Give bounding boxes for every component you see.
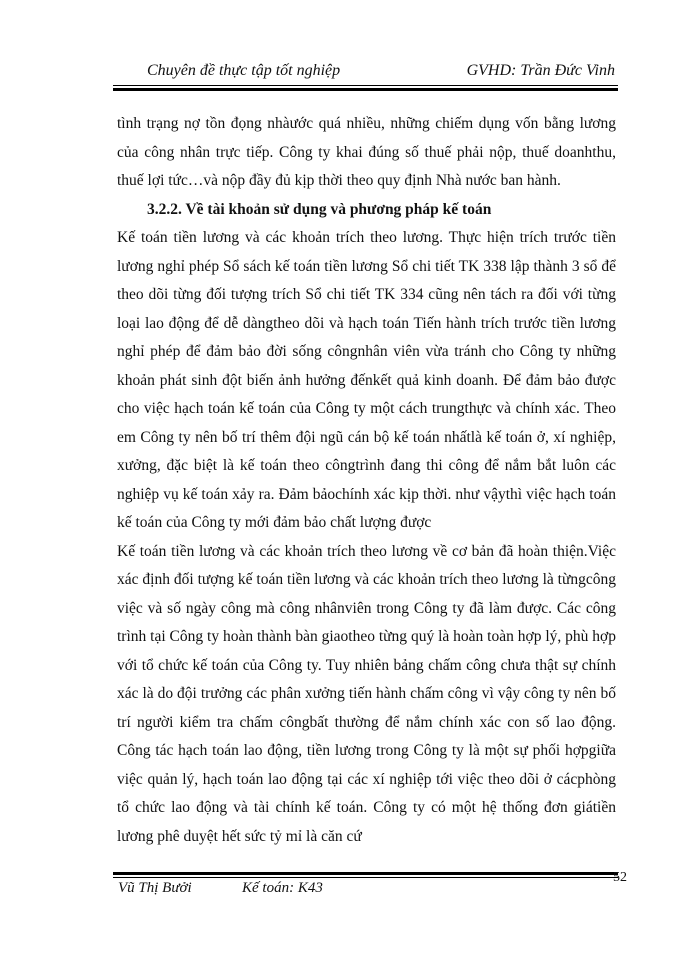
page-number: 52 [613,870,627,885]
body-paragraph-2: Kế toán tiền lương và các khoản trích theo lương. Thực hiện trích trước tiền lương nghỉ phép Sổ sách kế toán tiền lương Sổ chi tiết TK 338 lập thành 3 sổ để theo dõi từng đối tượng trích Sổ chi tiết TK 334 cũng nên tách ra đối với từng loại lao động để dễ dàngtheo dõi và hạch toán Tiến hành trích trước tiền lương nghỉ phép để đảm bảo đời sống côngnhân viên vừa tránh cho Công ty những khoản phát sinh đột biến ảnh hưởng đếnkết quả kinh doanh. Để đảm bảo được cho việc hạch toán kế toán của Công ty một cách trungthực và chính xác. Theo em Công ty nên bố trí thêm đội ngũ cán bộ kế toán nhấtlà kế toán ở, xí nghiệp, xưởng, đặc biệt là kế toán theo côngtrình đang thi công để nắm bắt luôn các nghiệp vụ kế toán xảy ra. Đảm bảochính xác kịp thời. như vậythì việc hạch toán kế toán của Công ty mới đảm bảo chất lượng được [117,229,616,531]
body-paragraph-3: Kế toán tiền lương và các khoản trích theo lương về cơ bản đã hoàn thiện.Việc xác định đối tượng kế toán tiền lương và các khoản trích theo lương là từngcông việc và số ngày công mà công nhânviên trong Công ty đã làm được. Các công trình tại Công ty hoàn thành bàn giaotheo từng quý là hoàn toàn hợp lý, phù hợp với tổ chức kế toán của Công ty. Tuy nhiên bảng chấm công chưa thật sự chính xác là do đội trưởng các phân xưởng tiến hành chấm công vì vậy công ty nên bố trí người kiểm tra chấm côngbất thường để nắm chính xác con số lao động. Công tác hạch toán lao động, tiền lương trong Công ty là một sự phối hợpgiữa việc quản lý, hạch toán lao động tại các xí nghiệp tới việc theo dõi ở cácphòng tổ chức lao động và tài chính kế toán. Công ty có một hệ thống đơn giátiền lương phê duyệt hết sức tỷ mỉ là căn cứ [117,542,616,845]
footer-author: Vũ Thị Bưởi [118,880,192,896]
page-footer [118,880,618,902]
header-title: Chuyên đề thực tập tốt nghiệp [147,62,341,79]
page-body [117,110,616,851]
header-advisor: GVHD: Trần Đức Vinh [466,62,615,79]
footer-department: Kế toán: K43 [242,880,323,896]
footer-rule-thick [113,872,618,875]
header-rule-thin [113,85,618,86]
footer-rule-thin [113,877,618,878]
header-rule-thick [113,88,618,91]
page-header [147,62,617,84]
section-heading: 3.2.2. Về tài khoản sử dụng và phương pháp kế toán [147,200,492,218]
body-paragraph-1: tình trạng nợ tồn đọng nhàước quá nhiều, những chiếm dụng vốn bằng lương của công nhân trực tiếp. Công ty khai đúng số thuế phải nộp, thuế doanhthu, thuế lợi tức…và nộp đầy đủ kịp thời theo quy định Nhà nước ban hành. [117,115,616,189]
